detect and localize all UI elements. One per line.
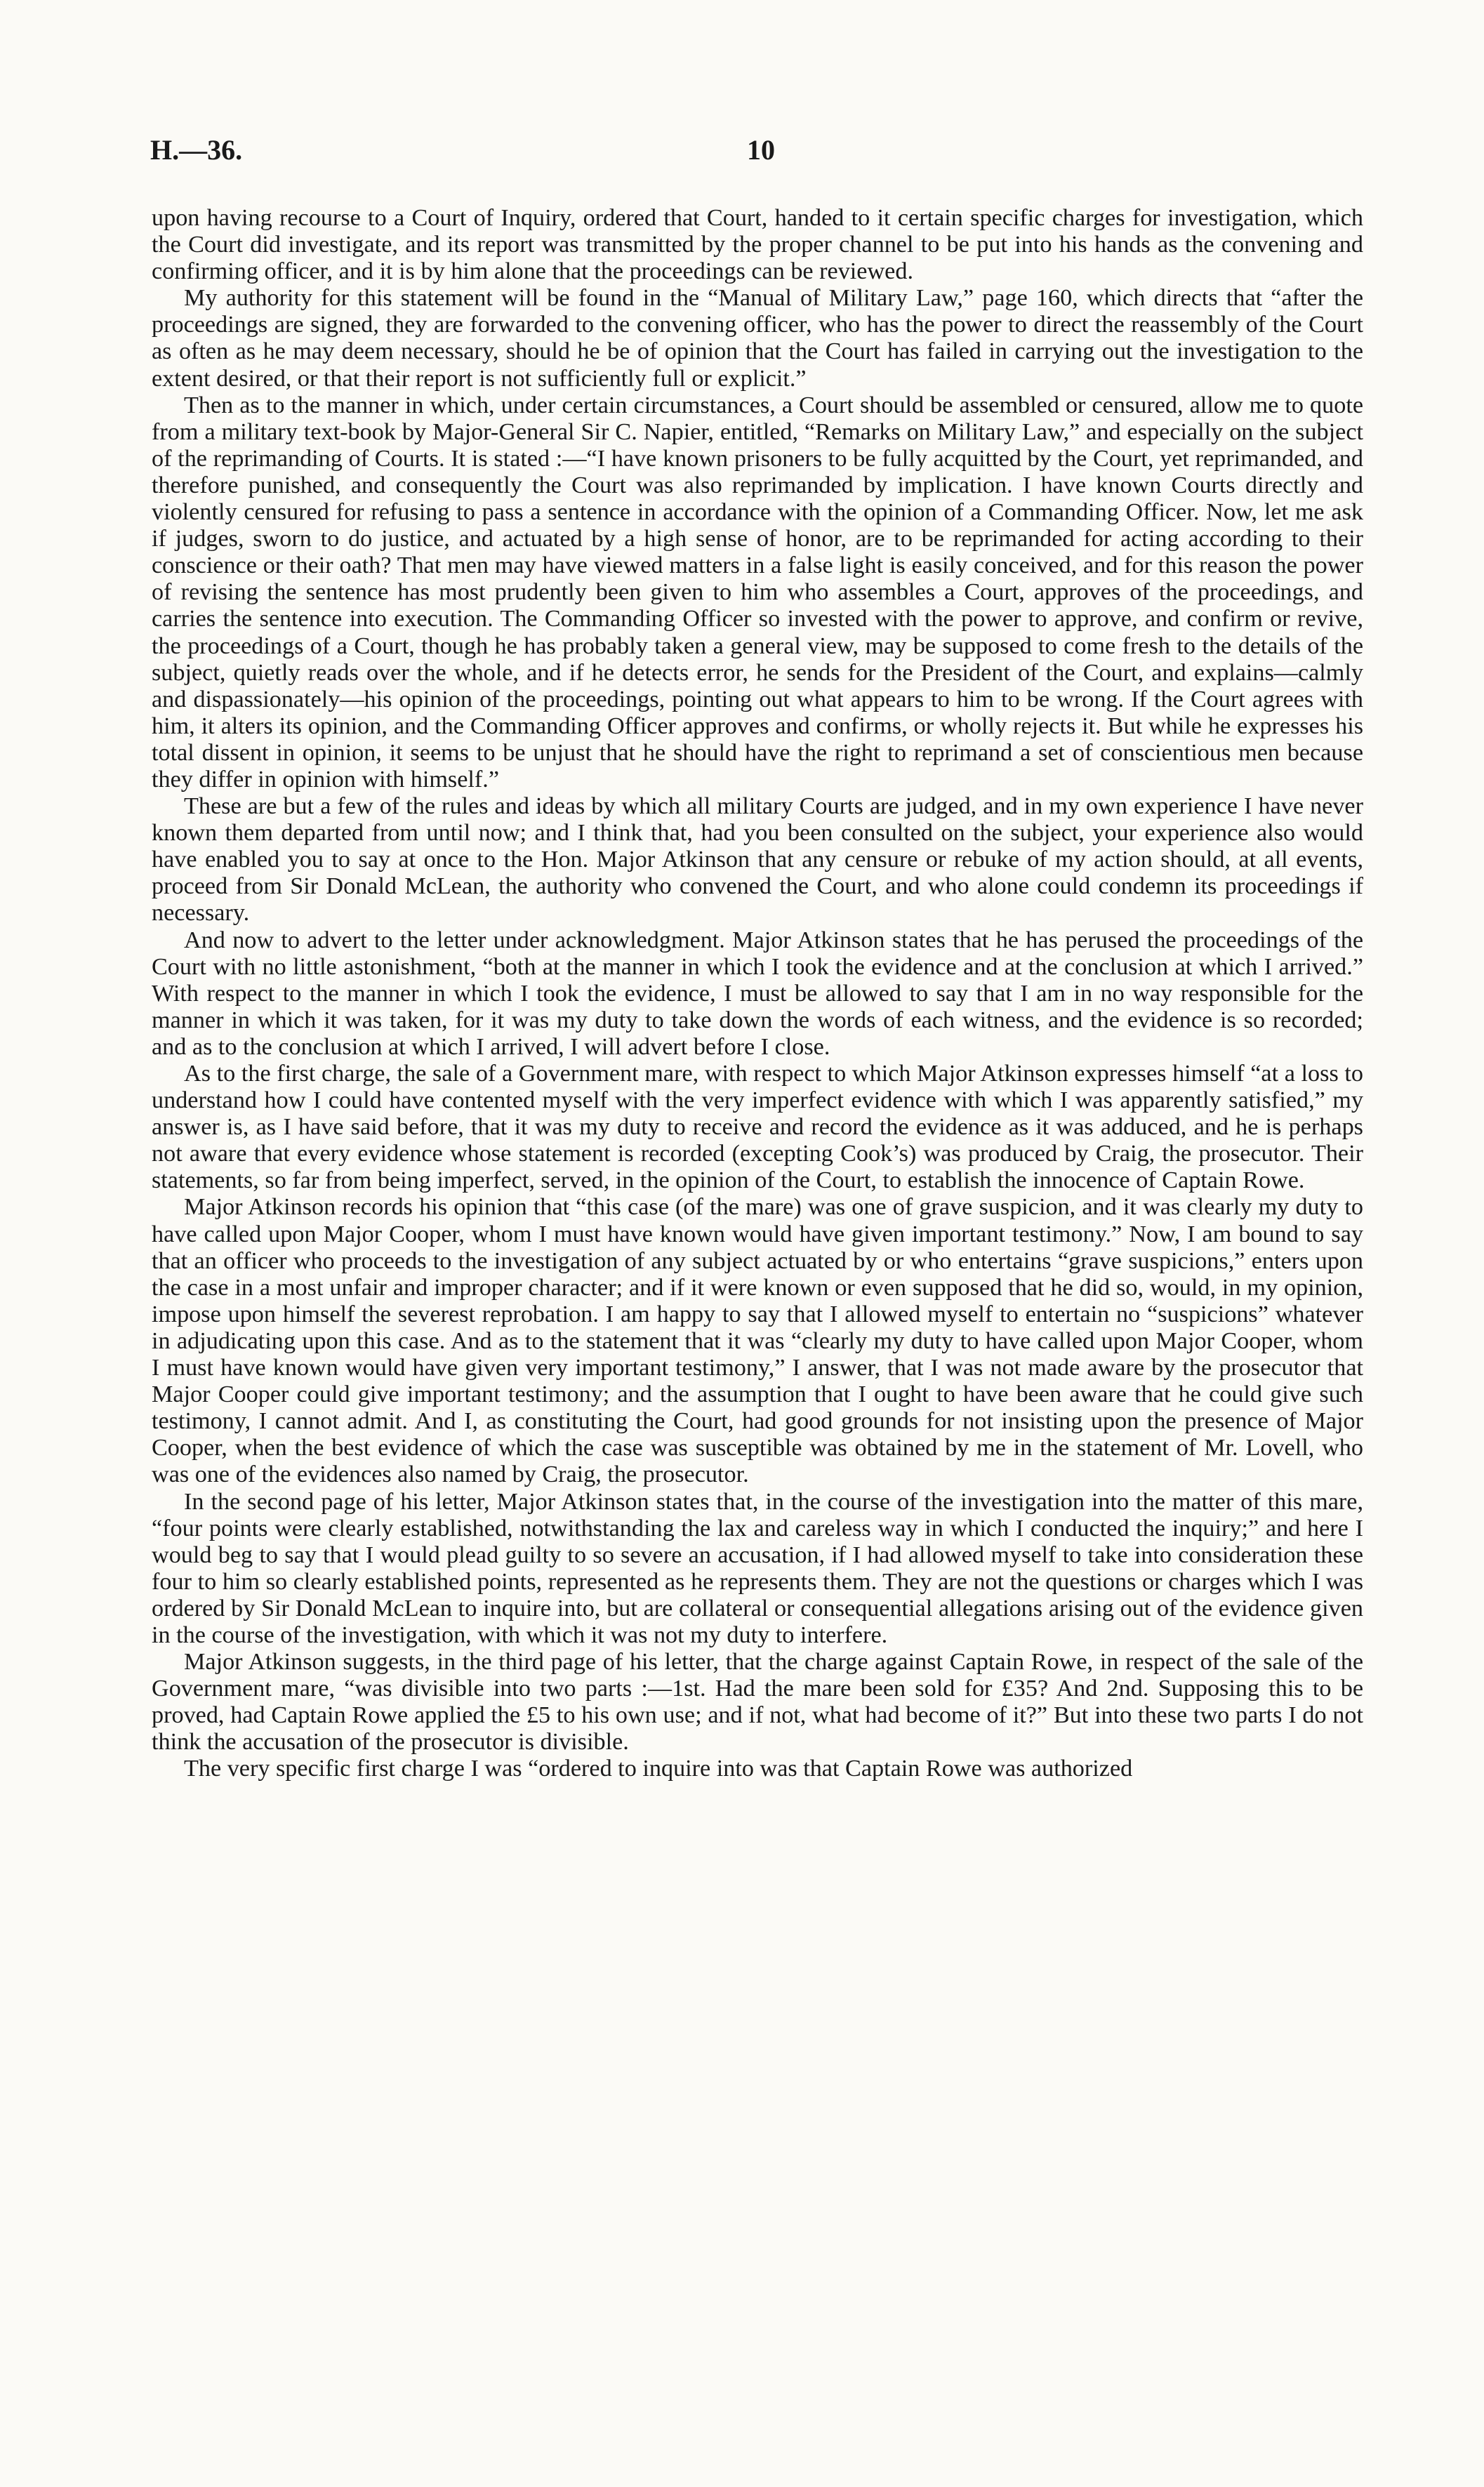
- paragraph: As to the first charge, the sale of a Government mare, with respect to which Major Atkinson expresses himself “at a loss to understand how I could have contented myself with the very imperfect evidence with which I was apparently satisfied,” my answer is, as I have said before, that it was my duty to receive and record the evidence as it was adduced, and he is perhaps not aware that every evidence whose statement is recorded (excepting Cook’s) was produced by Craig, the prosecutor. Their statements, so far from being imperfect, served, in the opinion of the Court, to establish the innocence of Captain Rowe.: [152, 1061, 1363, 1194]
- paragraph: My authority for this statement will be found in the “Manual of Military Law,” page 160, which directs that “after the proceedings are signed, they are forwarded to the convening officer, who has the power to direct the reassembly of the Court as often as he may deem necessary, should he be of opinion that the Court has failed in carrying out the investigation to the extent desired, or that their report is not sufficiently full or explicit.”: [152, 285, 1363, 392]
- body-text: [152, 205, 1363, 1783]
- paragraph: The very specific first charge I was “ordered to inquire into was that Captain Rowe was authorized: [184, 1756, 1133, 1782]
- page-number: 10: [747, 134, 775, 166]
- document-reference: H.—36.: [150, 134, 243, 166]
- paragraph: upon having recourse to a Court of Inquiry, ordered that Court, handed to it certain specific charges for investigation, which the Court did investigate, and its report was transmitted by the proper channel to be put into his hands as the convening and confirming officer, and it is by him alone that the proceedings can be reviewed.: [152, 205, 1363, 285]
- paragraph: Then as to the manner in which, under certain circumstances, a Court should be assembled or censured, allow me to quote from a military text-book by Major-General Sir C. Napier, entitled, “Remarks on Military Law,” and especially on the subject of the reprimanding of Courts. It is stated :—“I have known prisoners to be fully acquitted by the Court, yet reprimanded, and therefore punished, and consequently the Court was also reprimanded by implication. I have known Courts directly and violently censured for refusing to pass a sentence in accordance with the opinion of a Commanding Officer. Now, let me ask if judges, sworn to do justice, and actuated by a high sense of honor, are to be reprimanded for acting according to their conscience or their oath? That men may have viewed matters in a false light is easily conceived, and for this reason the power of revising the sentence has most prudently been given to him who assembles a Court, approves of the proceedings, and carries the sentence into execution. The Commanding Officer so invested with the power to approve, and confirm or revive, the proceedings of a Court, though he has probably taken a general view, may be supposed to come fresh to the details of the subject, quietly reads over the whole, and if he detects error, he sends for the President of the Court, and explains—calmly and dispassionately—his opinion of the proceedings, pointing out what appears to him to be wrong. If the Court agrees with him, it alters its opinion, and the Commanding Officer approves and confirms, or wholly rejects it. But while he expresses his total dissent in opinion, it seems to be unjust that he should have the right to reprimand a set of conscientious men because they differ in opinion with himself.”: [152, 392, 1363, 792]
- paragraph: And now to advert to the letter under acknowledgment. Major Atkinson states that he has perused the proceedings of the Court with no little astonishment, “both at the manner in which I took the evidence and at the conclusion at which I arrived.” With respect to the manner in which I took the evidence, I must be allowed to say that I am in no way responsible for the manner in which it was taken, for it was my duty to take down the words of each witness, and the evidence is so recorded; and as to the conclusion at which I arrived, I will advert before I close.: [152, 927, 1363, 1060]
- paragraph: These are but a few of the rules and ideas by which all military Courts are judged, and in my own experience I have never known them departed from until now; and I think that, had you been consulted on the subject, your experience also would have enabled you to say at once to the Hon. Major Atkinson that any censure or rebuke of my action should, at all events, proceed from Sir Donald McLean, the authority who convened the Court, and who alone could condemn its proceedings if necessary.: [152, 793, 1363, 927]
- paragraph: In the second page of his letter, Major Atkinson states that, in the course of the investigation into the matter of this mare, “four points were clearly established, notwithstanding the lax and careless way in which I conducted the inquiry;” and here I would beg to say that I would plead guilty to so severe an accusation, if I had allowed myself to take into consideration these four to him so clearly established points, represented as he represents them. They are not the questions or charges which I was ordered by Sir Donald McLean to inquire into, but are collateral or consequential allegations arising out of the evidence given in the course of the investigation, with which it was not my duty to interfere.: [152, 1488, 1363, 1648]
- page-header: [150, 133, 1365, 175]
- paragraph: Major Atkinson records his opinion that “this case (of the mare) was one of grave suspicion, and it was clearly my duty to have called upon Major Cooper, whom I must have known would have given important testimony.” Now, I am bound to say that an officer who proceeds to the investigation of any subject actuated by or who entertains “grave suspicions,” enters upon the case in a most unfair and improper character; and if it were known or even supposed that he did so, would, in my opinion, impose upon himself the severest reprobation. I am happy to say that I allowed myself to entertain no “suspicions” whatever in adjudicating upon this case. And as to the statement that it was “clearly my duty to have called upon Major Cooper, whom I must have known would have given very important testimony,” I answer, that I was not made aware by the prosecutor that Major Cooper could give important testimony; and the assumption that I ought to have been aware that he could give such testimony, I cannot admit. And I, as constituting the Court, had good grounds for not insisting upon the presence of Major Cooper, when the best evidence of which the case was susceptible was obtained by me in the statement of Mr. Lovell, who was one of the evidences also named by Craig, the prosecutor.: [152, 1194, 1363, 1488]
- paragraph: Major Atkinson suggests, in the third page of his letter, that the charge against Captain Rowe, in respect of the sale of the Government mare, “was divisible into two parts :—1st. Had the mare been sold for £35? And 2nd. Supposing this to be proved, had Captain Rowe applied the £5 to his own use; and if not, what had become of it?” But into these two parts I do not think the accusation of the prosecutor is divisible.: [152, 1649, 1363, 1756]
